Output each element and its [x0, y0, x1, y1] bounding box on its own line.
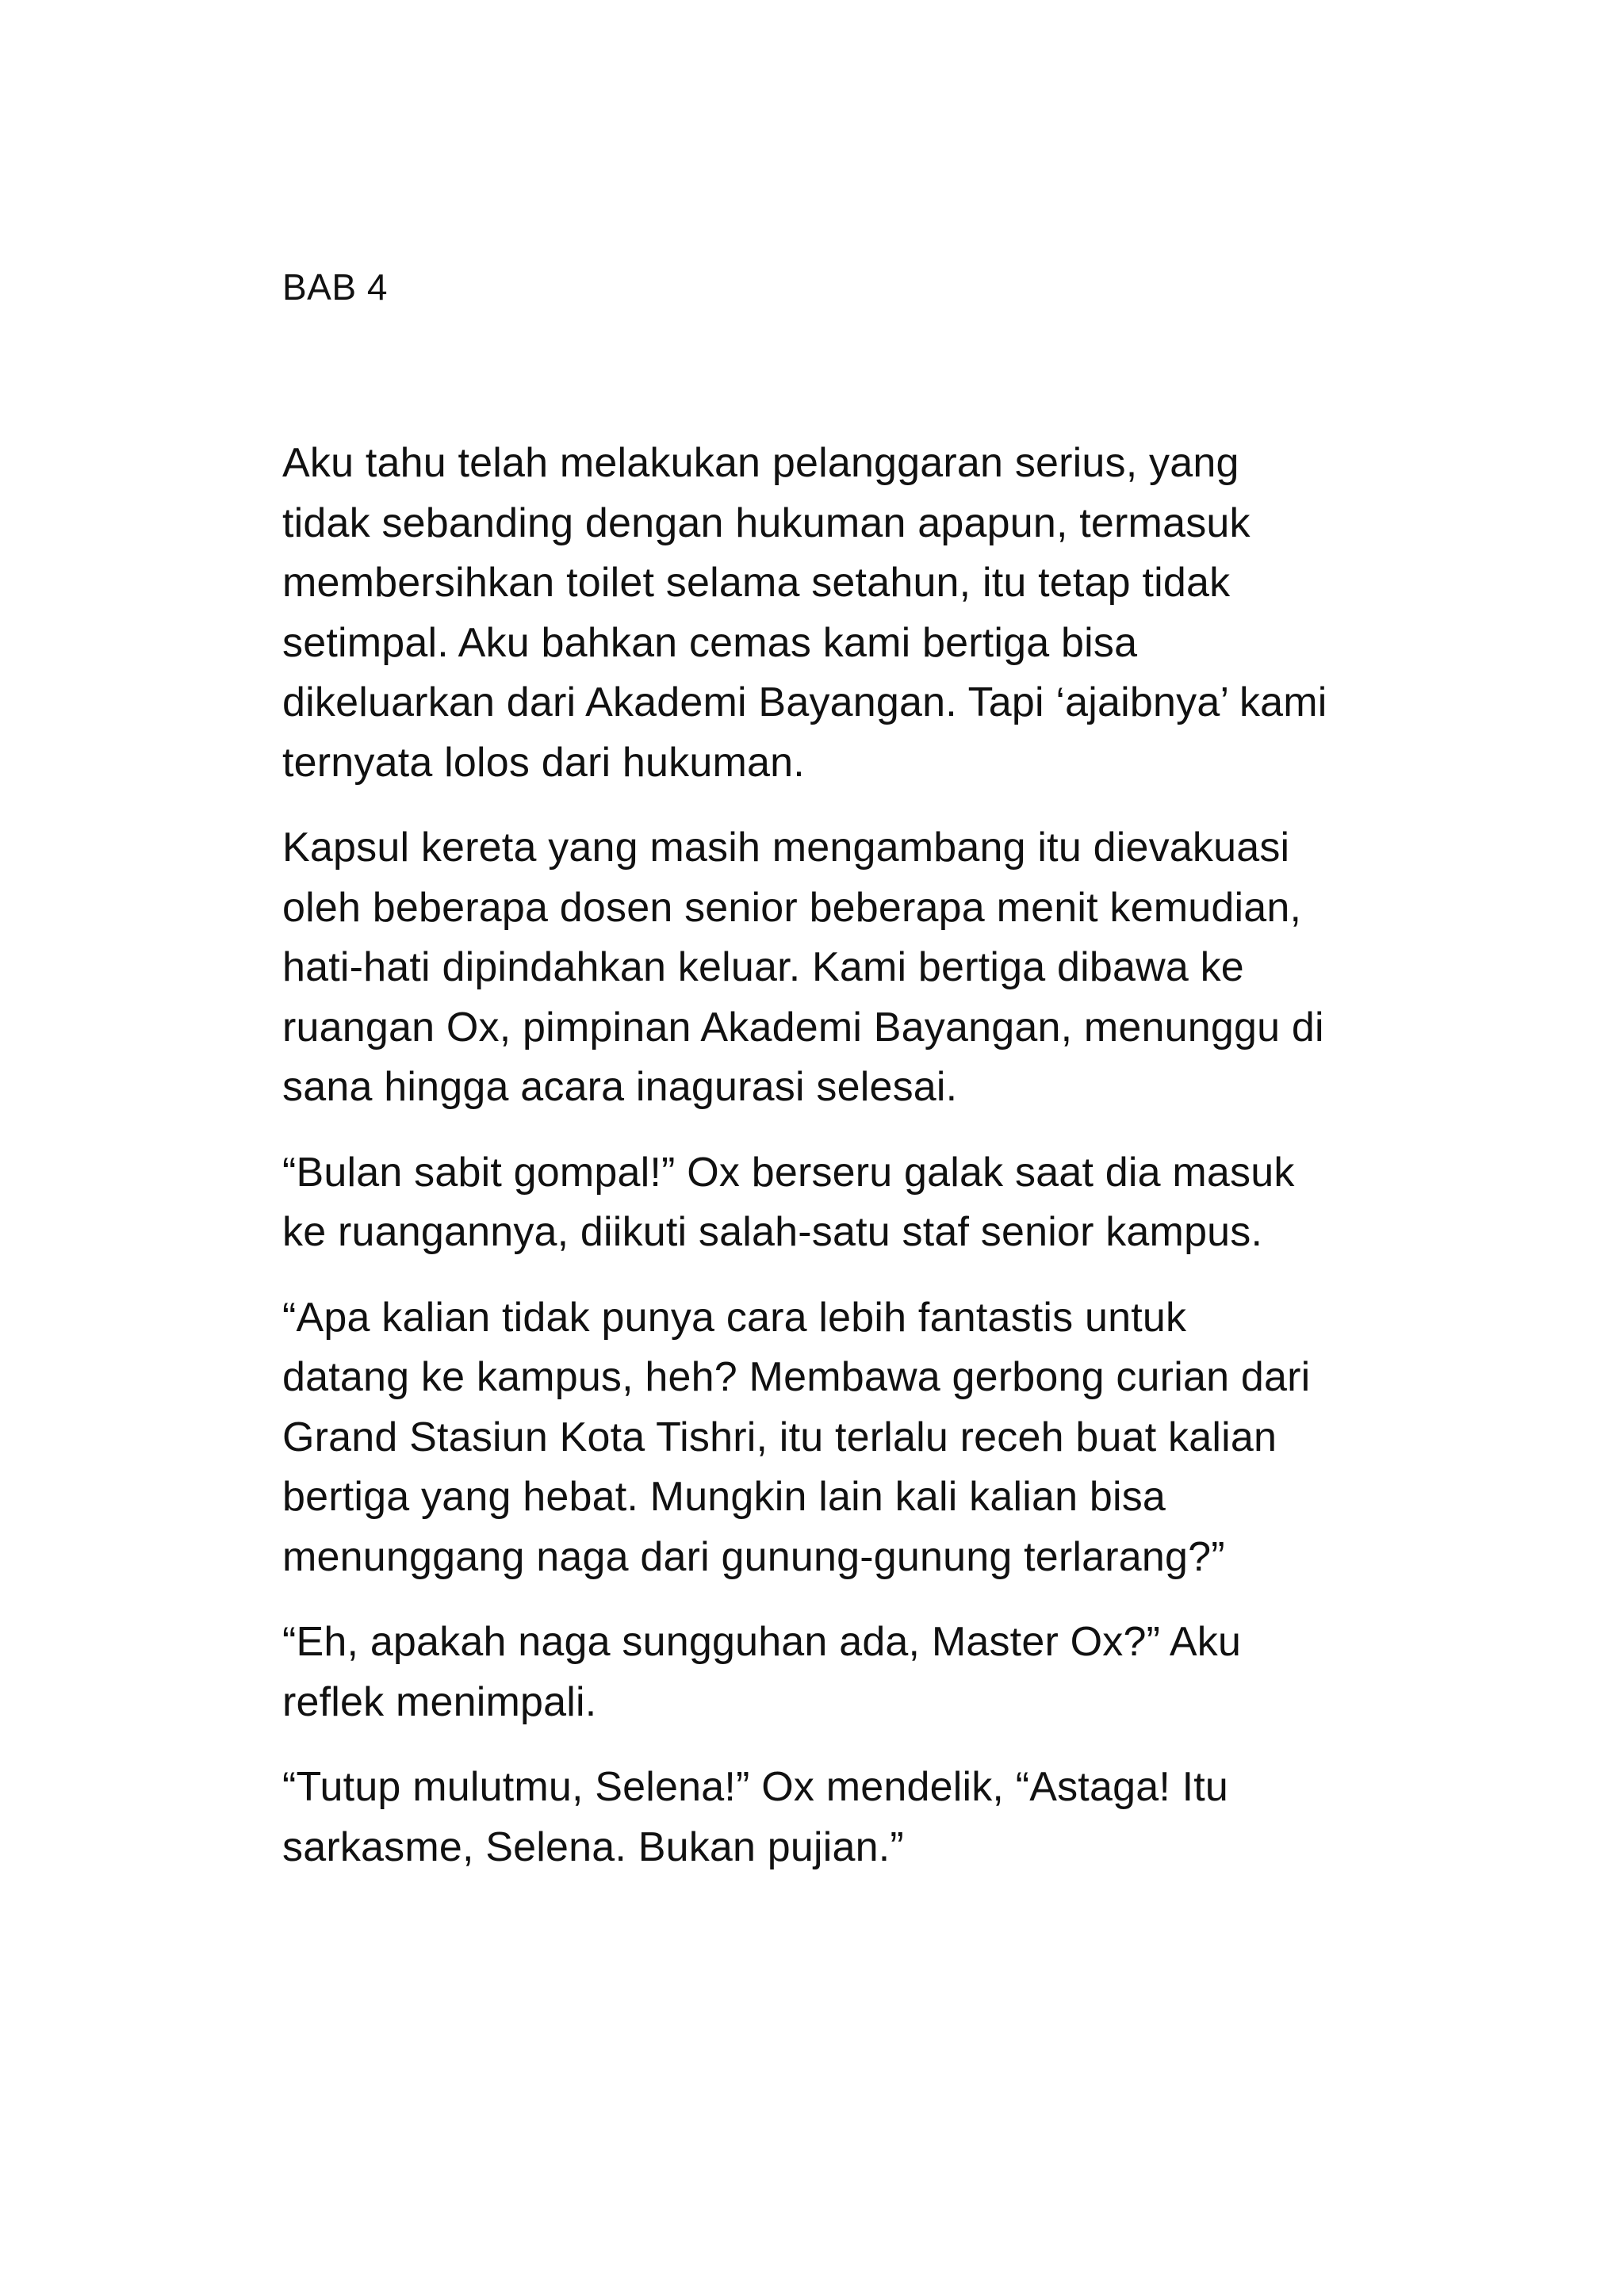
paragraph-line: “Bulan sabit gompal!” Ox berseru galak saat dia masuk — [282, 1149, 1295, 1196]
paragraph-line: “Apa kalian tidak punya cara lebih fantastis untuk — [282, 1294, 1187, 1341]
paragraph-3 — [282, 1143, 1392, 1263]
paragraph-1 — [282, 434, 1392, 793]
paragraph-line: datang ke kampus, heh? Membawa gerbong curian dari — [282, 1354, 1311, 1400]
paragraph-line: ternyata lolos dari hukuman. — [282, 739, 805, 786]
chapter-title: BAB 4 — [282, 266, 388, 308]
paragraph-line: dikeluarkan dari Akademi Bayangan. Tapi ‘ajaibnya’ kami — [282, 679, 1327, 725]
paragraph-4 — [282, 1288, 1392, 1588]
paragraph-line: Grand Stasiun Kota Tishri, itu terlalu receh buat kalian — [282, 1414, 1277, 1460]
paragraph-line: Aku tahu telah melakukan pelanggaran serius, yang — [282, 440, 1239, 486]
paragraph-line: ruangan Ox, pimpinan Akademi Bayangan, menunggu di — [282, 1004, 1324, 1050]
story-body — [282, 434, 1392, 1903]
paragraph-line: reflek menimpali. — [282, 1678, 597, 1725]
paragraph-line: “Tutup mulutmu, Selena!” Ox mendelik, “Astaga! Itu — [282, 1764, 1229, 1810]
paragraph-line: tidak sebanding dengan hukuman apapun, termasuk — [282, 499, 1251, 546]
paragraph-line: oleh beberapa dosen senior beberapa menit kemudian, — [282, 884, 1302, 931]
paragraph-line: menunggang naga dari gunung-gunung terlarang?” — [282, 1533, 1225, 1580]
paragraph-line: “Eh, apakah naga sungguhan ada, Master Ox?” Aku — [282, 1619, 1242, 1665]
paragraph-5 — [282, 1613, 1392, 1732]
paragraph-line: setimpal. Aku bahkan cemas kami bertiga bisa — [282, 619, 1138, 666]
paragraph-6 — [282, 1758, 1392, 1877]
paragraph-2 — [282, 818, 1392, 1118]
paragraph-line: ke ruangannya, diikuti salah-satu staf senior kampus. — [282, 1209, 1263, 1255]
paragraph-line: sarkasme, Selena. Bukan pujian.” — [282, 1823, 904, 1870]
paragraph-line: sana hingga acara inagurasi selesai. — [282, 1064, 958, 1110]
paragraph-line: bertiga yang hebat. Mungkin lain kali kalian bisa — [282, 1474, 1166, 1520]
paragraph-line: hati-hati dipindahkan keluar. Kami bertiga dibawa ke — [282, 944, 1244, 990]
paragraph-line: Kapsul kereta yang masih mengambang itu dievakuasi — [282, 825, 1290, 871]
paragraph-line: membersihkan toilet selama setahun, itu tetap tidak — [282, 560, 1231, 606]
